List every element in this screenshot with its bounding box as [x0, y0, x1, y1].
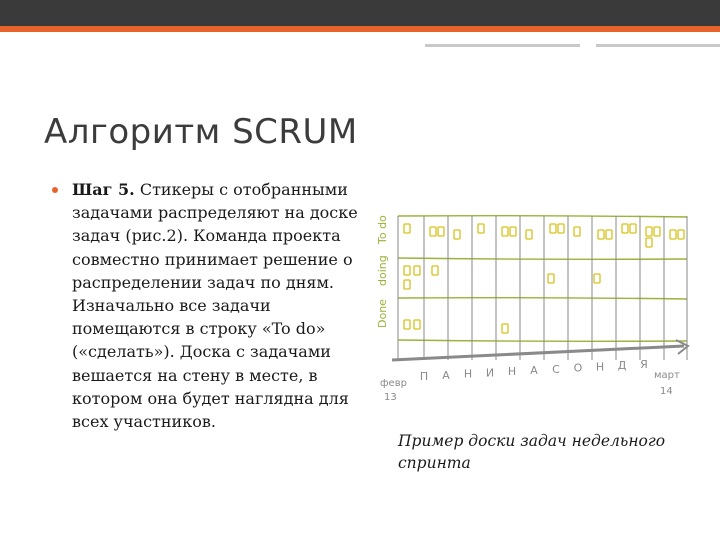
day-letter: А — [442, 368, 450, 382]
row-line — [398, 298, 687, 299]
decorative-rule — [596, 44, 720, 47]
sticker — [510, 227, 516, 236]
day-letter: Д — [617, 359, 627, 373]
end-month-label: март — [654, 370, 680, 381]
sticker — [526, 230, 532, 239]
day-letter: Я — [640, 358, 648, 371]
sticker — [548, 274, 554, 283]
row-line — [398, 340, 687, 341]
task-board-illustration — [362, 208, 702, 408]
sticker — [502, 227, 508, 236]
sticker — [622, 224, 628, 233]
row-label: To do — [376, 215, 389, 244]
sticker — [654, 227, 660, 236]
figure-caption: Пример доски задач недельного спринта — [398, 432, 666, 472]
day-letter: О — [573, 361, 583, 375]
day-letter: С — [552, 362, 560, 376]
row-line — [398, 216, 687, 217]
sticker — [404, 320, 410, 329]
body-text: Стикеры с отобранными задачами распределяют на доске задач (рис.2). Команда проекта совместно принимает решение о распределении задач по дням. Изначально все задачи помещаются в строку «To do» («сделать»). Доска с задачами вешается на стену в месте, в котором она будет наглядна для всех участников. — [72, 180, 358, 432]
slide-title: Алгоритм SCRUM — [44, 112, 358, 152]
day-letter: И — [485, 366, 495, 380]
start-day-label: 13 — [384, 392, 397, 403]
sticker — [598, 230, 604, 239]
sticker — [670, 230, 676, 239]
sticker — [630, 224, 636, 233]
sticker — [478, 224, 484, 233]
sticker — [432, 266, 438, 275]
day-letter: А — [530, 364, 538, 377]
day-letter: Н — [507, 365, 517, 379]
sticker — [404, 280, 410, 289]
body-paragraph — [72, 178, 362, 433]
sticker — [502, 324, 508, 333]
sticker — [550, 224, 556, 233]
sticker — [594, 274, 600, 283]
sticker — [404, 266, 410, 275]
sticker — [574, 227, 580, 236]
row-line — [398, 258, 687, 259]
sticker — [558, 224, 564, 233]
decorative-rule — [425, 44, 580, 47]
sticker — [414, 266, 420, 275]
row-label: doing — [376, 255, 389, 286]
sticker — [646, 227, 652, 236]
sticker — [404, 224, 410, 233]
end-day-label: 14 — [660, 386, 673, 397]
row-label: Done — [376, 299, 389, 328]
day-letter: Н — [595, 360, 605, 374]
sticker — [438, 227, 444, 236]
sticker — [454, 230, 460, 239]
day-letter: П — [419, 370, 429, 383]
header-accent-line — [0, 26, 720, 32]
header-bar — [0, 0, 720, 26]
sticker — [606, 230, 612, 239]
sticker — [646, 238, 652, 247]
sticker — [430, 227, 436, 236]
day-letter: Н — [463, 367, 473, 381]
sticker — [678, 230, 684, 239]
start-month-label: февр — [380, 378, 407, 389]
step-label: Шаг 5. — [72, 180, 135, 199]
bullet-icon — [52, 187, 58, 193]
sticker — [414, 320, 420, 329]
